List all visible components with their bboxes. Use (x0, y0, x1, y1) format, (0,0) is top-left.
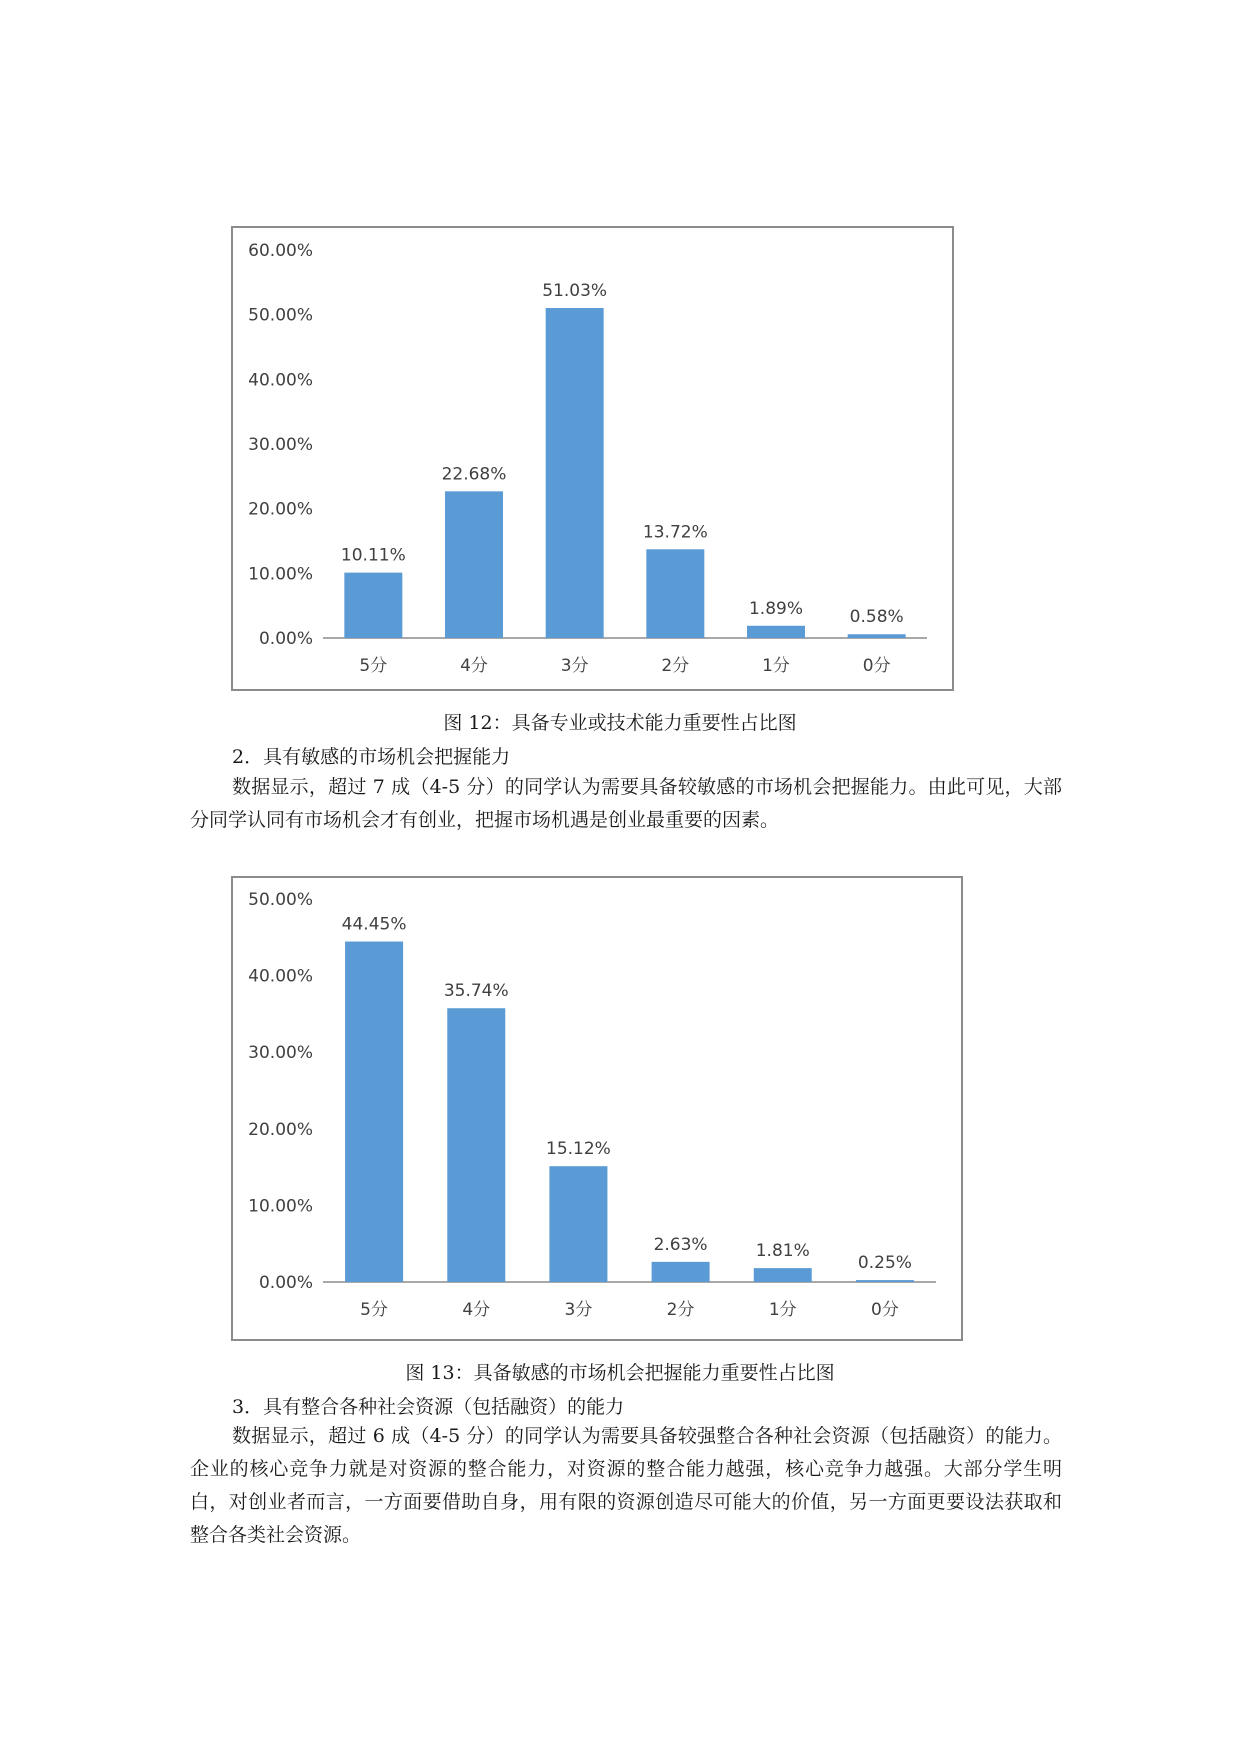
chart-12-y-tick-label: 50.00% (248, 305, 313, 326)
chart-13-data-label: 1.81% (755, 1241, 810, 1262)
chart-13-x-tick-label: 2分 (666, 1300, 695, 1320)
chart-12-x-tick-label: 5分 (359, 656, 388, 676)
chart-12 (231, 226, 954, 691)
figure-12-caption: 图 12：具备专业或技术能力重要性占比图 (443, 712, 797, 734)
chart-13-y-tick-label: 50.00% (248, 890, 313, 910)
section-2-heading: 2．具有敏感的市场机会把握能力 (232, 746, 511, 768)
chart-12-bar (546, 308, 604, 638)
chart-13-y-tick-label: 10.00% (248, 1196, 313, 1217)
chart-12-data-label: 51.03% (542, 281, 608, 302)
chart-12-data-label: 1.89% (748, 598, 804, 619)
chart-13-bar (345, 942, 403, 1282)
chart-13-y-tick-label: 30.00% (248, 1043, 313, 1064)
figure-13-caption: 图 13：具备敏感的市场机会把握能力重要性占比图 (405, 1362, 835, 1384)
section-3-paragraph: 数据显示，超过 6 成（4-5 分）的同学认为需要具备较强整合各种社会资源（包括融资）的能力。企业的核心竞争力就是对资源的整合能力，对资源的整合能力越强，核心竞争力越强。大部分学生明白，对创业者而言，一方面要借助自身，用有限的资源创造尽可能大的价值，另一方面更要设法获取和整合各类社会资源。 (190, 1425, 1062, 1546)
chart-13-x-tick-label: 3分 (564, 1300, 593, 1320)
chart-12-data-label: 0.58% (849, 607, 904, 628)
chart-13-data-label: 0.25% (857, 1253, 912, 1274)
chart-13-data-label: 2.63% (653, 1234, 708, 1255)
chart-12-bar (848, 634, 906, 638)
chart-12-y-tick-label: 60.00% (248, 241, 313, 261)
chart-13-x-tick-label: 1分 (768, 1300, 797, 1320)
chart-12-y-tick-label: 30.00% (248, 435, 313, 455)
chart-12-y-tick-label: 20.00% (248, 499, 313, 520)
section-2-paragraph: 数据显示，超过 7 成（4-5 分）的同学认为需要具备较敏感的市场机会把握能力。由此可见，大部分同学认同有市场机会才有创业，把握市场机遇是创业最重要的因素。 (190, 776, 1062, 831)
chart-13-y-tick-label: 0.00% (258, 1273, 313, 1293)
chart-13-bar (447, 1008, 505, 1282)
chart-12-bar (747, 626, 805, 638)
chart-12-x-tick-label: 2分 (661, 656, 690, 676)
chart-12-y-tick-label: 10.00% (248, 564, 313, 585)
chart-12-y-tick-label: 40.00% (248, 370, 313, 391)
chart-13-y-tick-label: 20.00% (248, 1119, 313, 1140)
chart-13-plot (233, 878, 961, 1339)
section-3-heading: 3．具有整合各种社会资源（包括融资）的能力 (232, 1396, 625, 1418)
chart-13-bar (652, 1262, 710, 1282)
chart-12-x-tick-label: 4分 (460, 656, 488, 676)
chart-13-data-label: 35.74% (443, 981, 509, 1002)
chart-12-data-label: 22.68% (441, 464, 507, 485)
chart-13-y-tick-label: 40.00% (248, 966, 313, 987)
chart-12-data-label: 13.72% (642, 522, 708, 543)
chart-12-plot (233, 228, 952, 689)
chart-13-x-tick-label: 0分 (871, 1300, 899, 1320)
chart-12-data-label: 10.11% (340, 545, 406, 566)
chart-12-bar (445, 491, 503, 638)
chart-13-data-label: 15.12% (546, 1139, 611, 1160)
chart-13 (231, 876, 963, 1341)
chart-12-x-tick-label: 3分 (560, 656, 589, 676)
chart-12-x-tick-label: 1分 (762, 656, 790, 676)
chart-12-bar (344, 573, 402, 638)
chart-13-bar (754, 1268, 812, 1282)
chart-13-bar (549, 1166, 607, 1282)
chart-12-bar (646, 549, 704, 638)
chart-13-data-label: 44.45% (341, 914, 407, 935)
chart-12-y-tick-label: 0.00% (258, 629, 313, 649)
chart-13-x-tick-label: 5分 (360, 1300, 388, 1320)
chart-13-x-tick-label: 4分 (462, 1300, 491, 1320)
chart-13-bar (856, 1280, 914, 1282)
chart-12-x-tick-label: 0分 (862, 656, 891, 676)
